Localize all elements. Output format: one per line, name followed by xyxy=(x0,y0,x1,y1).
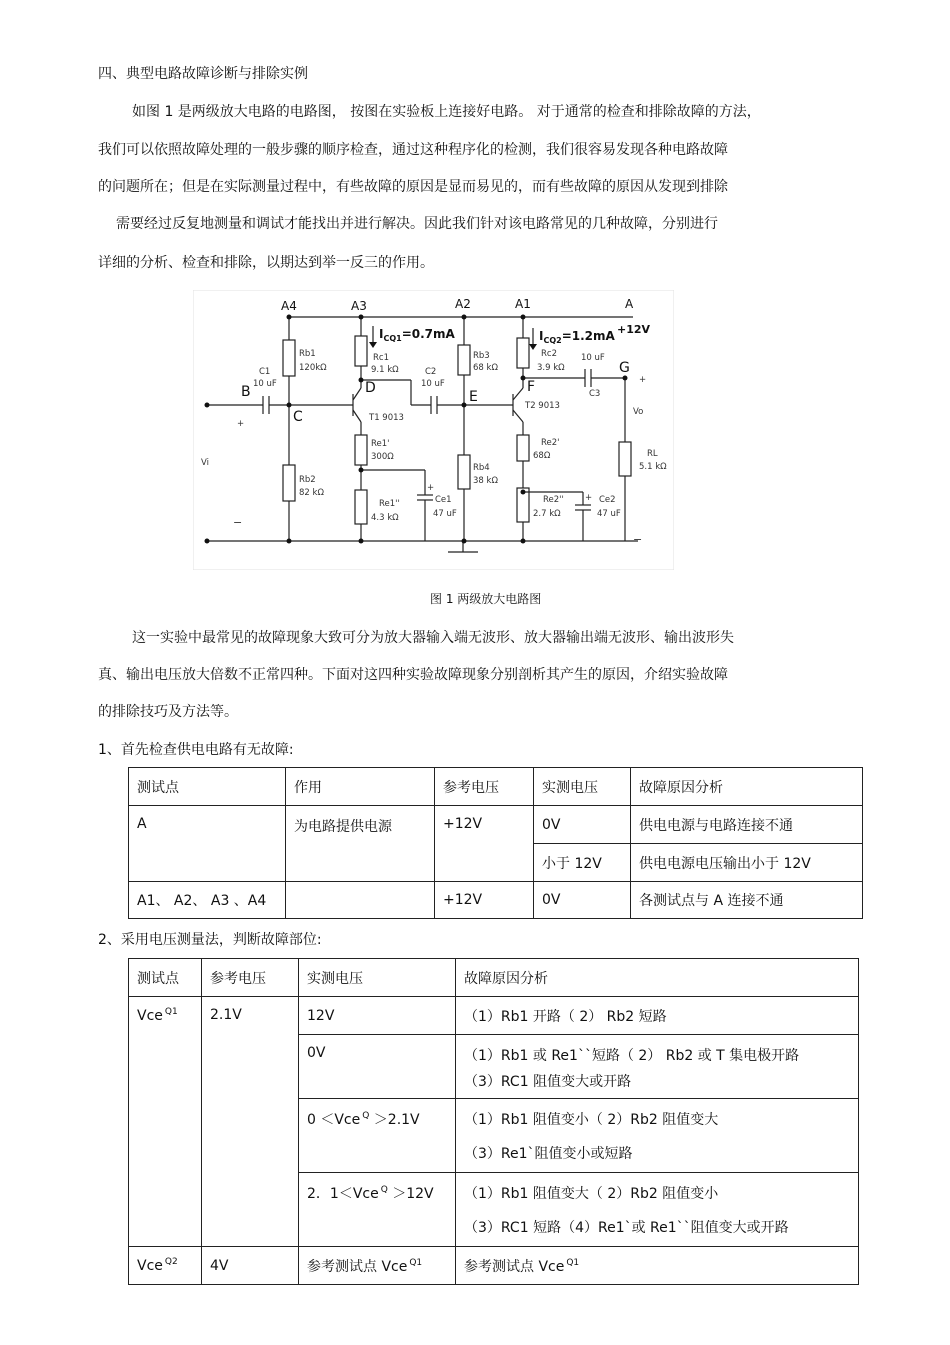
t1-label: T1 9013 xyxy=(369,413,404,423)
icq1-value: =0.7mA xyxy=(401,327,455,341)
rc1-label: Rc1 xyxy=(373,353,389,363)
t1-header-ref: 参考电压 xyxy=(435,768,534,806)
node-c-label: C xyxy=(293,409,303,425)
t1-r2-analysis: 各测试点与 A 连接不通 xyxy=(631,882,863,919)
ce1-value: 47 uF xyxy=(433,509,457,519)
t2-row2-analysis: （1）Rb1 或 Re1``短路（ 2） Rb2 或 T 集电极开路 （3）RC1 阻值变大或开路 xyxy=(456,1035,859,1099)
t2-row1-analysis: （1）Rb1 开路（ 2） Rb2 短路 xyxy=(456,997,859,1035)
intro-line-3: 的问题所在；但是在实际测量过程中，有些故障的原因是显而易见的，而有些故障的原因从发现到排除 xyxy=(98,179,728,195)
icq1-symbol: I xyxy=(379,327,384,341)
rb3-label: Rb3 xyxy=(473,351,490,361)
node-g-label: G xyxy=(619,360,630,376)
re1p-value: 300Ω xyxy=(371,452,394,462)
re2p-value: 68Ω xyxy=(533,451,551,461)
t2-g2-meas: 参考测试点 Vce $^{Q1}$ xyxy=(299,1247,456,1285)
rb3-value: 68 kΩ xyxy=(473,363,498,373)
t1-r2-meas: 0V xyxy=(534,882,631,919)
t1-r1-ref: +12V xyxy=(435,806,534,882)
c1-label: C1 xyxy=(259,367,271,377)
re2pp-value: 2.7 kΩ xyxy=(533,509,561,519)
c2-label: C2 xyxy=(425,367,437,377)
re2pp-label: Re2'' xyxy=(543,495,564,505)
rc2-value: 3.9 kΩ xyxy=(537,363,565,373)
section-title: 四、典型电路故障诊断与排除实例 xyxy=(98,66,308,82)
t2-header-ref: 参考电压 xyxy=(202,959,299,997)
node-b-label: B xyxy=(241,384,251,400)
ce2-plus-label: + xyxy=(585,493,593,503)
node-a1-label: A1 xyxy=(515,297,531,311)
node-a-label: A xyxy=(625,297,634,311)
rb4-label: Rb4 xyxy=(473,463,490,473)
t1-r2-ref: +12V xyxy=(435,882,534,919)
re1pp-value: 4.3 kΩ xyxy=(371,513,399,523)
icq2-sub: CQ2 xyxy=(543,336,562,345)
node-d-label: D xyxy=(365,380,376,396)
ce2-value: 47 uF xyxy=(597,509,621,519)
circuit-diagram xyxy=(193,290,674,570)
rb2-label: Rb2 xyxy=(299,475,316,485)
para2-line-1: 这一实验中最常见的故障现象大致可分为放大器输入端无波形、放大器输出端无波形、输出波形失 xyxy=(132,630,734,646)
node-e-label: E xyxy=(469,389,478,405)
t2-row1-meas: 12V xyxy=(299,997,456,1035)
ce2-label: Ce2 xyxy=(599,495,616,505)
t1-r1-point: A xyxy=(129,806,286,882)
output-minus-label: − xyxy=(633,533,643,546)
t1-r1-analysis-1: 供电电源与电路连接不通 xyxy=(631,806,863,844)
intro-line-5: 详细的分析、检查和排除，以期达到举一反三的作用。 xyxy=(98,255,434,271)
t1-header-meas: 实测电压 xyxy=(534,768,631,806)
rl-label: RL xyxy=(647,449,658,459)
ce1-plus-label: + xyxy=(427,483,435,493)
icq1-sub: CQ1 xyxy=(383,334,402,343)
re2p-label: Re2' xyxy=(541,438,560,448)
intro-line-2: 我们可以依照故障处理的一般步骤的顺序检查，通过这种程序化的检测，我们很容易发现各种电路故障 xyxy=(98,142,728,158)
t1-r1-role: 为电路提供电源 xyxy=(286,806,435,882)
c3-value: 10 uF xyxy=(581,353,605,363)
t1-r1-meas-1: 0V xyxy=(534,806,631,844)
t1-r1-meas-2: 小于 12V xyxy=(534,844,631,882)
t2-header-analysis: 故障原因分析 xyxy=(456,959,859,997)
input-plus-label: + xyxy=(237,419,245,429)
node-f-label: F xyxy=(527,379,536,395)
t2-header-point: 测试点 xyxy=(129,959,202,997)
node-a4-label: A4 xyxy=(281,299,297,313)
re1pp-label: Re1'' xyxy=(379,499,400,509)
t2-row3-analysis: （1）Rb1 阻值变小（ 2）Rb2 阻值变大 （3）Re1`阻值变小或短路 xyxy=(456,1099,859,1173)
voltage-measure-table xyxy=(128,958,859,1285)
intro-line-1: 如图 1 是两级放大电路的电路图， 按图在实验板上连接好电路。 对于通常的检查和排除故障的方法， xyxy=(132,104,761,120)
item1-title: 1、首先检查供电电路有无故障: xyxy=(98,742,294,758)
rl-value: 5.1 kΩ xyxy=(639,462,667,472)
rb1-value: 120kΩ xyxy=(299,363,327,373)
output-plus-label: + xyxy=(639,375,647,385)
para2-line-3: 的排除技巧及方法等。 xyxy=(98,704,238,720)
icq2-value: =1.2mA xyxy=(561,329,615,343)
para2-line-2: 真、输出电压放大倍数不正常四种。下面对这四种实验故障现象分别剖析其产生的原因，介绍实验故障 xyxy=(98,667,728,683)
rb2-value: 82 kΩ xyxy=(299,488,324,498)
t2-row3-meas: 0 ＜Vce $^Q$ ＞2.1V xyxy=(299,1099,456,1173)
vi-label: Vi xyxy=(201,458,209,468)
t1-r2-point: A1、 A2、 A3 、A4 xyxy=(129,882,286,919)
figure-caption: 图 1 两级放大电路图 xyxy=(430,592,542,606)
node-a3-label: A3 xyxy=(351,299,367,313)
t2-label: T2 9013 xyxy=(525,401,560,411)
t2-row4-meas: 2．1＜Vce $^Q$ ＞12V xyxy=(299,1173,456,1247)
t1-header-analysis: 故障原因分析 xyxy=(631,768,863,806)
t1-r2-role xyxy=(286,882,435,919)
t2-g1-point: Vce $^{Q1}$ xyxy=(129,997,202,1247)
vcc-label: +12V xyxy=(617,323,651,336)
c1-value: 10 uF xyxy=(253,379,277,389)
t2-row2-meas: 0V xyxy=(299,1035,456,1099)
t2-g2-analysis: 参考测试点 Vce $^{Q1}$ xyxy=(456,1247,859,1285)
t1-header-point: 测试点 xyxy=(129,768,286,806)
rc2-label: Rc2 xyxy=(541,349,557,359)
rc1-value: 9.1 kΩ xyxy=(371,365,399,375)
c2-value: 10 uF xyxy=(421,379,445,389)
t2-header-meas: 实测电压 xyxy=(299,959,456,997)
icq2-symbol: I xyxy=(539,329,544,343)
t2-g2-point: Vce $^{Q2}$ xyxy=(129,1247,202,1285)
rb1-label: Rb1 xyxy=(299,349,316,359)
c3-label: C3 xyxy=(589,389,601,399)
input-minus-label: − xyxy=(233,516,243,529)
t1-r1-analysis-2: 供电电源电压输出小于 12V xyxy=(631,844,863,882)
power-check-table xyxy=(128,767,863,919)
t1-header-role: 作用 xyxy=(286,768,435,806)
intro-line-4: 需要经过反复地测量和调试才能找出并进行解决。因此我们针对该电路常见的几种故障，分别进行 xyxy=(116,216,718,232)
re1p-label: Re1' xyxy=(371,439,390,449)
t2-g1-ref: 2.1V xyxy=(202,997,299,1247)
ce1-label: Ce1 xyxy=(435,495,452,505)
item2-title: 2、采用电压测量法，判断故障部位: xyxy=(98,932,322,948)
t2-row4-analysis: （1）Rb1 阻值变大（ 2）Rb2 阻值变小 （3）RC1 短路（4）Re1`或 Re1``阻值变大或开路 xyxy=(456,1173,859,1247)
rb4-value: 38 kΩ xyxy=(473,476,498,486)
vo-label: Vo xyxy=(633,407,644,417)
node-a2-label: A2 xyxy=(455,297,471,311)
t2-g2-ref: 4V xyxy=(202,1247,299,1285)
